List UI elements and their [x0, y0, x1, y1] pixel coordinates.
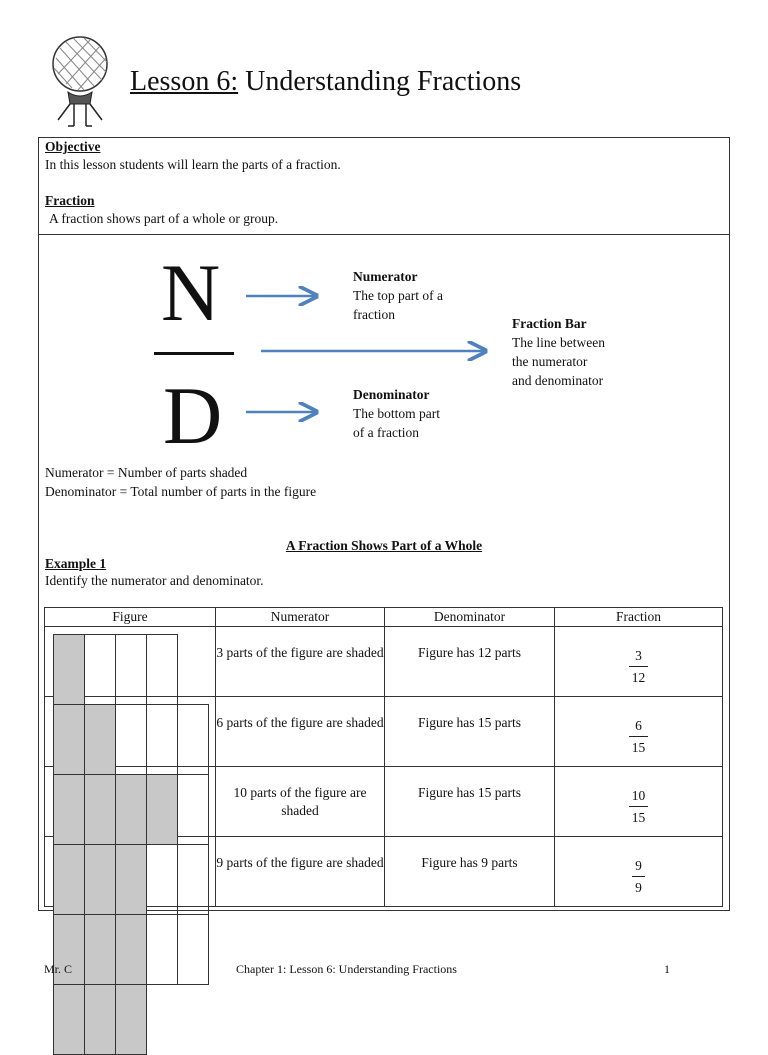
numerator-text: 10 parts of the figure are shaded [233, 785, 367, 818]
bar-line2: the numerator [512, 354, 588, 369]
figure-cell [45, 697, 216, 767]
column-header: Denominator [385, 608, 555, 627]
table-row [45, 837, 723, 907]
numerator-title: Numerator [353, 269, 418, 284]
grid-cell-shaded [116, 775, 147, 845]
grid-cell-shaded [147, 775, 178, 845]
denominator-definition: Denominator = Total number of parts in the figure [45, 484, 317, 499]
denominator-text: Figure has 15 parts [417, 715, 522, 730]
section-title: A Fraction Shows Part of a Whole [285, 538, 483, 553]
numerator-label [353, 267, 443, 324]
table-header-row [45, 608, 723, 627]
figure-cell [45, 627, 216, 697]
letter-n: N [161, 247, 221, 338]
denominator-line2: of a fraction [353, 425, 419, 440]
fraction-bar [629, 666, 649, 667]
table-row [45, 767, 723, 837]
fraction-bar [629, 806, 649, 807]
grid-cell-shaded [116, 845, 147, 915]
grid-cell [147, 915, 178, 985]
numerator-line2: fraction [353, 307, 395, 322]
lightbulb-figure-icon [44, 34, 116, 130]
fraction-value [629, 787, 649, 826]
fraction-denominator: 15 [631, 810, 646, 825]
grid-cell [178, 915, 209, 985]
grid-cell [147, 705, 178, 775]
grid-cell-shaded [116, 985, 147, 1055]
fraction-bar [632, 876, 645, 877]
title-rest: Understanding Fractions [238, 66, 522, 97]
footer-author: Mr. C [44, 962, 73, 976]
denominator-text: Figure has 12 parts [417, 645, 522, 660]
fraction-numerator: 3 [635, 648, 642, 663]
denominator-text: Figure has 15 parts [417, 785, 522, 800]
column-header: Numerator [216, 608, 385, 627]
grid-cell-shaded [85, 705, 116, 775]
grid-cell [178, 705, 209, 775]
denominator-cell [385, 837, 555, 907]
grid-cell [116, 635, 147, 705]
grid-cell [147, 635, 178, 705]
bar-line3: and denominator [512, 373, 604, 388]
denominator-line1: The bottom part [353, 406, 440, 421]
numerator-text: 3 parts of the figure are shaded [216, 645, 384, 660]
title-lesson: Lesson 6: [130, 66, 239, 97]
fraction-cell [555, 837, 723, 907]
footer-page-number: 1 [664, 962, 670, 976]
objective-text: In this lesson students will learn the parts of a fraction. [45, 157, 341, 172]
example-instruction: Identify the numerator and denominator. [45, 573, 264, 588]
fraction-denominator: 9 [635, 880, 642, 895]
denominator-cell [385, 697, 555, 767]
column-header: Figure [45, 608, 216, 627]
fraction-numerator: 9 [635, 858, 642, 873]
numerator-cell [216, 627, 385, 697]
grid-cell [178, 775, 209, 845]
letter-d: D [163, 370, 223, 461]
grid-cell-shaded [54, 845, 85, 915]
denominator-label [353, 385, 440, 442]
fraction-bar [629, 736, 649, 737]
bar-line1: The line between [512, 335, 605, 350]
table-row [45, 697, 723, 767]
numerator-cell [216, 697, 385, 767]
grid-cell-shaded [54, 635, 85, 705]
fraction-value [629, 647, 649, 686]
fraction-bar-label [512, 314, 605, 390]
grid-cell-shaded [116, 915, 147, 985]
fraction-denominator: 15 [631, 740, 646, 755]
fraction-cell [555, 697, 723, 767]
footer-chapter: Chapter 1: Lesson 6: Understanding Fractions [236, 962, 457, 976]
fraction-numerator: 6 [635, 718, 642, 733]
fraction-value [632, 857, 645, 896]
grid-cell [85, 635, 116, 705]
grid-cell-shaded [54, 705, 85, 775]
grid-cell-shaded [54, 775, 85, 845]
denominator-text: Figure has 9 parts [421, 855, 518, 870]
figure-cell [45, 837, 216, 907]
fraction-grid [53, 844, 147, 1055]
grid-cell-shaded [85, 775, 116, 845]
fraction-cell [555, 627, 723, 697]
fraction-denominator: 12 [631, 670, 646, 685]
table-row [45, 627, 723, 697]
fraction-cell [555, 767, 723, 837]
denominator-title: Denominator [353, 387, 430, 402]
grid-cell-shaded [85, 985, 116, 1055]
grid-cell-shaded [54, 985, 85, 1055]
numerator-cell [216, 837, 385, 907]
figure-cell [45, 767, 216, 837]
fraction-bar-line [154, 352, 234, 355]
fraction-numerator: 10 [631, 788, 646, 803]
example-heading: Example 1 [45, 556, 107, 571]
fractions-table [44, 607, 723, 907]
fraction-heading: Fraction [45, 193, 95, 208]
fraction-value [629, 717, 649, 756]
page-title [130, 66, 521, 98]
grid-cell-shaded [85, 915, 116, 985]
objective-heading: Objective [45, 139, 101, 154]
numerator-line1: The top part of a [353, 288, 443, 303]
fraction-text: A fraction shows part of a whole or group. [49, 211, 279, 226]
divider [38, 234, 730, 235]
grid-cell [116, 705, 147, 775]
column-header: Fraction [555, 608, 723, 627]
denominator-cell [385, 627, 555, 697]
numerator-text: 9 parts of the figure are shaded [216, 855, 384, 870]
grid-cell-shaded [85, 845, 116, 915]
bar-title: Fraction Bar [512, 316, 587, 331]
numerator-text: 6 parts of the figure are shaded [216, 715, 384, 730]
numerator-cell [216, 767, 385, 837]
denominator-cell [385, 767, 555, 837]
numerator-definition: Numerator = Number of parts shaded [45, 465, 248, 480]
